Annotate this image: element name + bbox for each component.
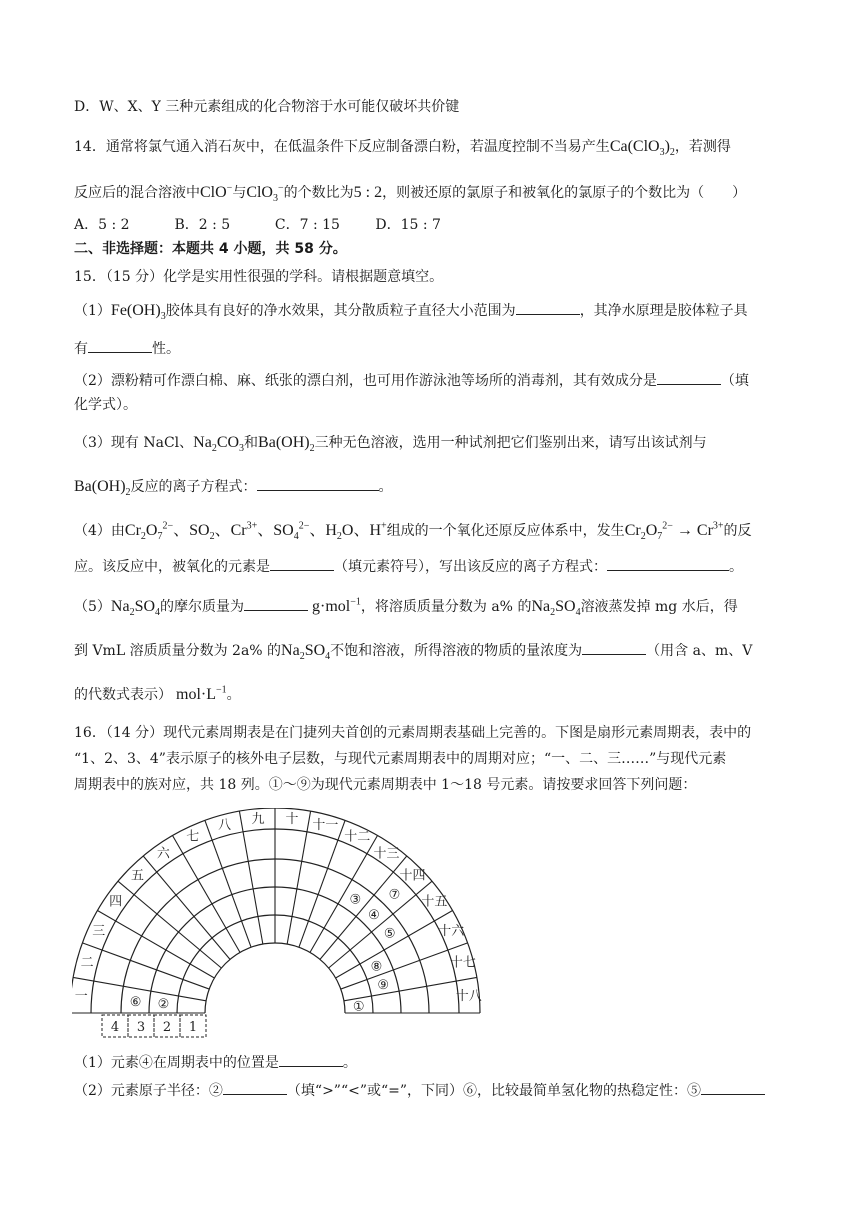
group-label-8: 八: [218, 818, 232, 834]
element-marker-8: ⑧: [370, 959, 383, 975]
group-label-18: 十八: [455, 989, 482, 1005]
group-label-14: 十四: [399, 868, 426, 884]
q16-stem-3: 周期表中的族对应，共 18 列。①～⑨为现代元素周期表中 1～18 号元素。请按要求回答下列问题：: [74, 777, 697, 793]
element-marker-1: ①: [352, 999, 365, 1015]
q15-part-3-cont: $Ba(OH)_2$反应的离子方程式： 。: [74, 478, 393, 499]
group-label-7: 七: [186, 829, 200, 845]
q14-option-a[interactable]: A．5 : 2: [74, 217, 130, 233]
answer-blank[interactable]: [244, 596, 308, 611]
element-marker-6: ⑥: [129, 994, 142, 1010]
group-label-10: 十: [285, 812, 299, 828]
q14-options: [74, 214, 792, 236]
element-marker-9: ⑨: [377, 978, 390, 994]
group-label-4: 四: [109, 894, 123, 910]
group-label-1: 一: [74, 989, 88, 1005]
fan-arc-5: [72, 808, 480, 1013]
group-label-13: 十三: [373, 846, 400, 862]
q14-line-2: 反应后的混合溶液中ClO−与ClO$_3$−的个数比为5 : 2，则被还原的氯原子和被氧化的氯原子的个数比为（ ）: [74, 182, 747, 205]
period-label-4: 4: [110, 1020, 120, 1035]
answer-blank[interactable]: [88, 338, 152, 353]
element-marker-4: ④: [368, 908, 380, 924]
element-marker-5: ⑤: [383, 926, 396, 942]
q15-part-5-cont: 到 VmL 溶质质量分数为 2a% 的$Na_2SO_4$不饱和溶液，所得溶液的物质的量浓度为 （用含 a、m、V: [74, 642, 753, 663]
q15-part-3: （3）现有 NaCl、$Na_2CO_3$和$Ba(OH)_2$三种无色溶液，选用一种试剂把它们鉴别出来，请写出该试剂与: [74, 434, 707, 455]
q14-option-c[interactable]: C．7 : 15: [274, 217, 340, 233]
answer-blank[interactable]: [223, 1080, 287, 1095]
period-label-1: 1: [188, 1020, 198, 1035]
group-label-16: 十六: [438, 923, 465, 939]
section-heading: 二、非选择题：本题共 4 小题，共 58 分。: [74, 241, 347, 257]
q15-part-4: （4）由$Cr_2O_7^{2-}$、$SO_2$、$Cr^{3+}$、$SO_4^{2-}$、$H_2O$、H+组成的一个氧化还原反应体系中，发生$Cr_2O_7^{2-} \to Cr^{3+}$的反: [74, 520, 752, 543]
group-label-9: 九: [251, 812, 265, 828]
period-label-3: 3: [136, 1020, 146, 1035]
answer-blank[interactable]: [701, 1080, 765, 1095]
answer-blank[interactable]: [582, 640, 646, 655]
group-label-6: 六: [156, 846, 170, 862]
answer-blank[interactable]: [257, 476, 379, 491]
q15-part-2-cont: 化学式）。: [74, 397, 137, 413]
answer-blank[interactable]: [607, 556, 729, 571]
q16-stem-2: “1、2、3、4”表示原子的核外电子层数，与现代元素周期表中的周期对应；“一、二、三……”与现代元素: [74, 751, 727, 767]
group-label-15: 十五: [421, 894, 448, 910]
group-label-11: 十一: [312, 818, 339, 834]
group-label-2: 二: [80, 955, 94, 971]
element-marker-7: ⑦: [388, 887, 401, 903]
q15-part-5: $(5)Na_2SO_4$的摩尔质量为 g·mol$^{-1}$，将溶质质量分数为 a% 的$Na_2SO_4$溶液蒸发掉 mg 水后，得: [74, 596, 738, 619]
fan-periodic-table-figure: [72, 808, 492, 1040]
fan-arc-0: [205, 943, 345, 1013]
q16-stem-1: 16．（14 分）现代元素周期表是在门捷列夫首创的元素周期表基础上完善的。下图是扇形元素周期表，表中的: [74, 725, 752, 741]
q16-part-2: （2）元素原子半径：② （填“>”“<”或“=”，下同）⑥，比较最简单氢化物的热稳定性：⑤: [74, 1080, 792, 1102]
answer-blank[interactable]: [270, 556, 334, 571]
group-label-3: 三: [92, 923, 106, 939]
period-label-2: 2: [162, 1020, 172, 1035]
answer-blank[interactable]: [657, 370, 721, 385]
q15-stem: 15．（15 分）化学是实用性很强的学科。请根据题意填空。: [74, 269, 444, 285]
element-marker-3: ③: [349, 892, 362, 908]
q15-part-1-cont: 有 性。: [74, 338, 792, 360]
q14-line-1: 14．通常将氯气通入消石灰中，在低温条件下反应制备漂白粉，若温度控制不当易产生$Ca(ClO_3)_2$，若测得: [74, 138, 731, 159]
q15-part-1: $(1)Fe(OH)_3$胶体具有良好的净水效果，其分散质粒子直径大小范围为 ，其净水原理是胶体粒子具: [74, 302, 748, 323]
q13-option-d: D．W、X、Y 三种元素组成的化合物溶于水可能仅破坏共价键: [74, 99, 460, 115]
q15-part-2: （2）漂粉精可作漂白棉、麻、纸张的漂白剂，也可用作游泳池等场所的消毒剂，其有效成分是 （填: [74, 370, 792, 392]
answer-blank[interactable]: [516, 300, 580, 315]
q16-part-1: （1）元素④在周期表中的位置是 。: [74, 1052, 792, 1074]
group-label-12: 十二: [344, 829, 371, 845]
q14-option-d[interactable]: D．15 : 7: [375, 217, 441, 233]
group-label-17: 十七: [449, 955, 476, 971]
q15-part-4-cont: 应。该反应中，被氧化的元素是 （填元素符号），写出该反应的离子方程式： 。: [74, 556, 792, 578]
q14-option-b[interactable]: B．2 : 5: [174, 217, 231, 233]
element-marker-2: ②: [157, 997, 170, 1013]
answer-blank[interactable]: [279, 1052, 343, 1067]
q15-part-5-end: 的代数式表示） $mol\cdot L^{-1}$。: [74, 684, 241, 703]
group-label-5: 五: [130, 868, 144, 884]
